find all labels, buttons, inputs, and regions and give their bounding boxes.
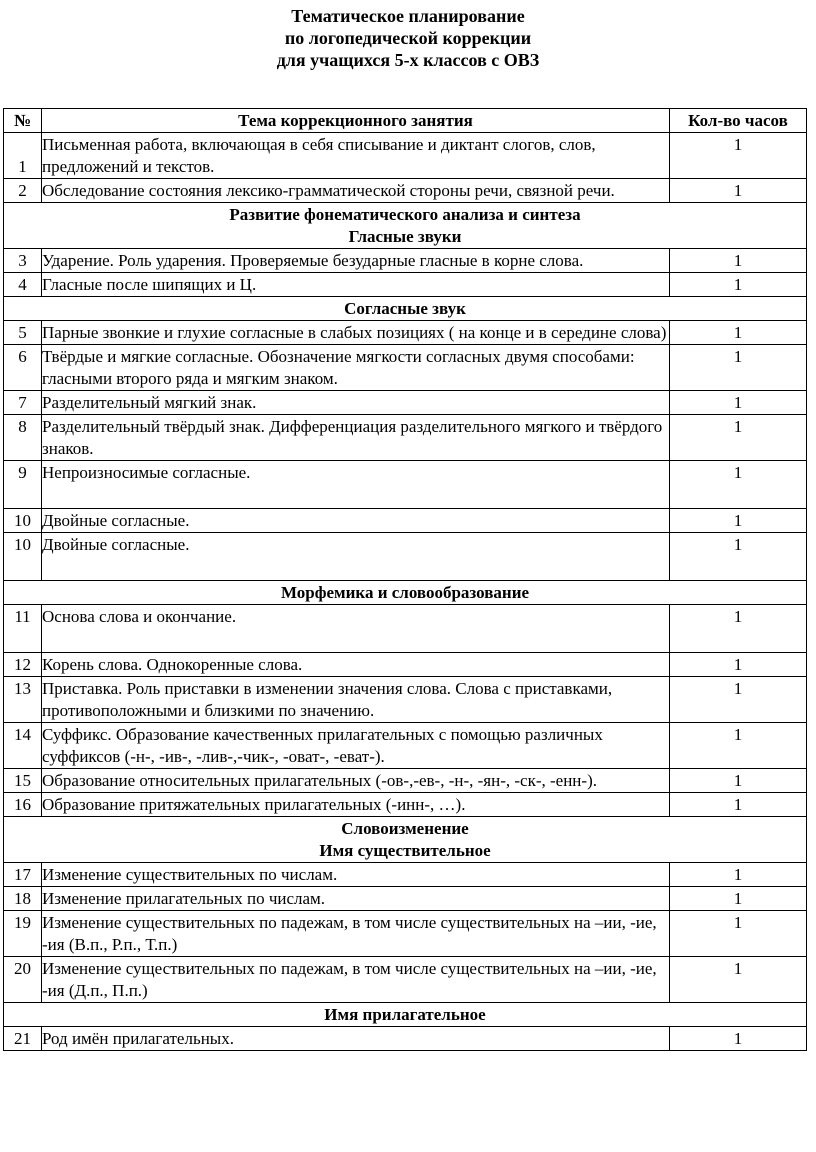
- header-number: №: [4, 109, 42, 133]
- row-hours: 1: [670, 1027, 807, 1051]
- row-topic: Ударение. Роль ударения. Проверяемые безударные гласные в корне слова.: [42, 249, 670, 273]
- row-number: 14: [4, 723, 42, 769]
- section-heading: [4, 203, 807, 249]
- section-title: Словоизменение: [341, 819, 469, 838]
- row-number: 4: [4, 273, 42, 297]
- row-number: 12: [4, 653, 42, 677]
- section-row: [4, 581, 807, 605]
- row-topic: Основа слова и окончание.: [42, 605, 670, 653]
- row-topic: Образование притяжательных прилагательных (-инн-, …).: [42, 793, 670, 817]
- row-hours: 1: [670, 677, 807, 723]
- row-topic: Изменение прилагательных по числам.: [42, 887, 670, 911]
- row-hours: 1: [670, 957, 807, 1003]
- row-hours: 1: [670, 345, 807, 391]
- row-hours: 1: [670, 605, 807, 653]
- row-topic: Твёрдые и мягкие согласные. Обозначение мягкости согласных двумя способами: гласными второго ряда и мягким знаком.: [42, 345, 670, 391]
- row-topic: Гласные после шипящих и Ц.: [42, 273, 670, 297]
- row-topic: Двойные согласные.: [42, 509, 670, 533]
- table-row: [4, 723, 807, 769]
- table-row: [4, 863, 807, 887]
- row-number: 10: [4, 533, 42, 581]
- row-hours: 1: [670, 769, 807, 793]
- table-row: [4, 509, 807, 533]
- section-heading: Морфемика и словообразование: [4, 581, 807, 605]
- table-row: [4, 345, 807, 391]
- row-topic: Изменение существительных по падежам, в том числе существительных на –ии, -ие, -ия (В.п., Р.п., Т.п.): [42, 911, 670, 957]
- table-row: [4, 957, 807, 1003]
- title-line-1: Тематическое планирование: [291, 6, 525, 26]
- section-row: [4, 297, 807, 321]
- row-topic: Изменение существительных по числам.: [42, 863, 670, 887]
- row-topic: Письменная работа, включающая в себя списывание и диктант слогов, слов, предложений и текстов.: [42, 133, 670, 179]
- table-row: [4, 793, 807, 817]
- title-line-3: для учащихся 5-х классов с ОВЗ: [276, 50, 540, 70]
- row-number: 11: [4, 605, 42, 653]
- table-row: [4, 321, 807, 345]
- row-number: 3: [4, 249, 42, 273]
- row-hours: 1: [670, 911, 807, 957]
- row-hours: 1: [670, 133, 807, 179]
- row-number: 18: [4, 887, 42, 911]
- table-row: [4, 677, 807, 723]
- row-hours: 1: [670, 461, 807, 509]
- table-row: [4, 605, 807, 653]
- row-number: 19: [4, 911, 42, 957]
- row-number: 8: [4, 415, 42, 461]
- row-hours: 1: [670, 391, 807, 415]
- row-number: 16: [4, 793, 42, 817]
- lesson-plan-table: [3, 108, 807, 1051]
- section-row: [4, 817, 807, 863]
- row-number: 21: [4, 1027, 42, 1051]
- row-hours: 1: [670, 179, 807, 203]
- table-row: [4, 179, 807, 203]
- row-topic: Разделительный мягкий знак.: [42, 391, 670, 415]
- row-hours: 1: [670, 249, 807, 273]
- row-hours: 1: [670, 273, 807, 297]
- table-row: [4, 249, 807, 273]
- section-subtitle: Имя существительное: [319, 841, 491, 860]
- table-row: [4, 391, 807, 415]
- row-number: 20: [4, 957, 42, 1003]
- row-topic: Обследование состояния лексико-грамматической стороны речи, связной речи.: [42, 179, 670, 203]
- section-row: [4, 203, 807, 249]
- section-title: Развитие фонематического анализа и синтеза: [229, 205, 581, 224]
- table-row: [4, 769, 807, 793]
- row-hours: 1: [670, 415, 807, 461]
- table-row: [4, 273, 807, 297]
- section-heading: Имя прилагательное: [4, 1003, 807, 1027]
- row-topic: Непроизносимые согласные.: [42, 461, 670, 509]
- row-number: 10: [4, 509, 42, 533]
- row-topic: Разделительный твёрдый знак. Дифференциация разделительного мягкого и твёрдого знаков.: [42, 415, 670, 461]
- section-subtitle: Гласные звуки: [348, 227, 462, 246]
- header-hours: Кол-во часов: [670, 109, 807, 133]
- table-row: [4, 461, 807, 509]
- table-header-row: [4, 109, 807, 133]
- header-topic: Тема коррекционного занятия: [42, 109, 670, 133]
- row-topic: Парные звонкие и глухие согласные в слабых позициях ( на конце и в середине слова): [42, 321, 670, 345]
- row-hours: 1: [670, 321, 807, 345]
- row-topic: Двойные согласные.: [42, 533, 670, 581]
- row-hours: 1: [670, 863, 807, 887]
- row-hours: 1: [670, 887, 807, 911]
- row-number: 2: [4, 179, 42, 203]
- row-number: 13: [4, 677, 42, 723]
- row-number: 5: [4, 321, 42, 345]
- row-number: 17: [4, 863, 42, 887]
- row-number: 6: [4, 345, 42, 391]
- section-row: [4, 1003, 807, 1027]
- row-topic: Образование относительных прилагательных (-ов-,-ев-, -н-, -ян-, -ск-, -енн-).: [42, 769, 670, 793]
- table-row: [4, 887, 807, 911]
- row-topic: Приставка. Роль приставки в изменении значения слова. Слова с приставками, противоположными и близкими по значению.: [42, 677, 670, 723]
- row-topic: Изменение существительных по падежам, в том числе существительных на –ии, -ие, -ия (Д.п., П.п.): [42, 957, 670, 1003]
- table-row: [4, 911, 807, 957]
- title-line-2: по логопедической коррекции: [284, 28, 532, 48]
- table-row: [4, 653, 807, 677]
- row-number: 7: [4, 391, 42, 415]
- row-topic: Корень слова. Однокоренные слова.: [42, 653, 670, 677]
- row-hours: 1: [670, 653, 807, 677]
- section-heading: [4, 817, 807, 863]
- row-hours: 1: [670, 723, 807, 769]
- document-title: [0, 5, 816, 71]
- row-number: 15: [4, 769, 42, 793]
- row-hours: 1: [670, 509, 807, 533]
- row-hours: 1: [670, 533, 807, 581]
- section-heading: Согласные звук: [4, 297, 807, 321]
- table-row: [4, 133, 807, 179]
- row-number: 1: [4, 133, 42, 179]
- row-hours: 1: [670, 793, 807, 817]
- table-row: [4, 1027, 807, 1051]
- row-topic: Род имён прилагательных.: [42, 1027, 670, 1051]
- row-number: 9: [4, 461, 42, 509]
- row-topic: Суффикс. Образование качественных прилагательных с помощью различных суффиксов (-н-, -ив-, -лив-,-чик-, -оват-, -еват-).: [42, 723, 670, 769]
- table-row: [4, 533, 807, 581]
- table-row: [4, 415, 807, 461]
